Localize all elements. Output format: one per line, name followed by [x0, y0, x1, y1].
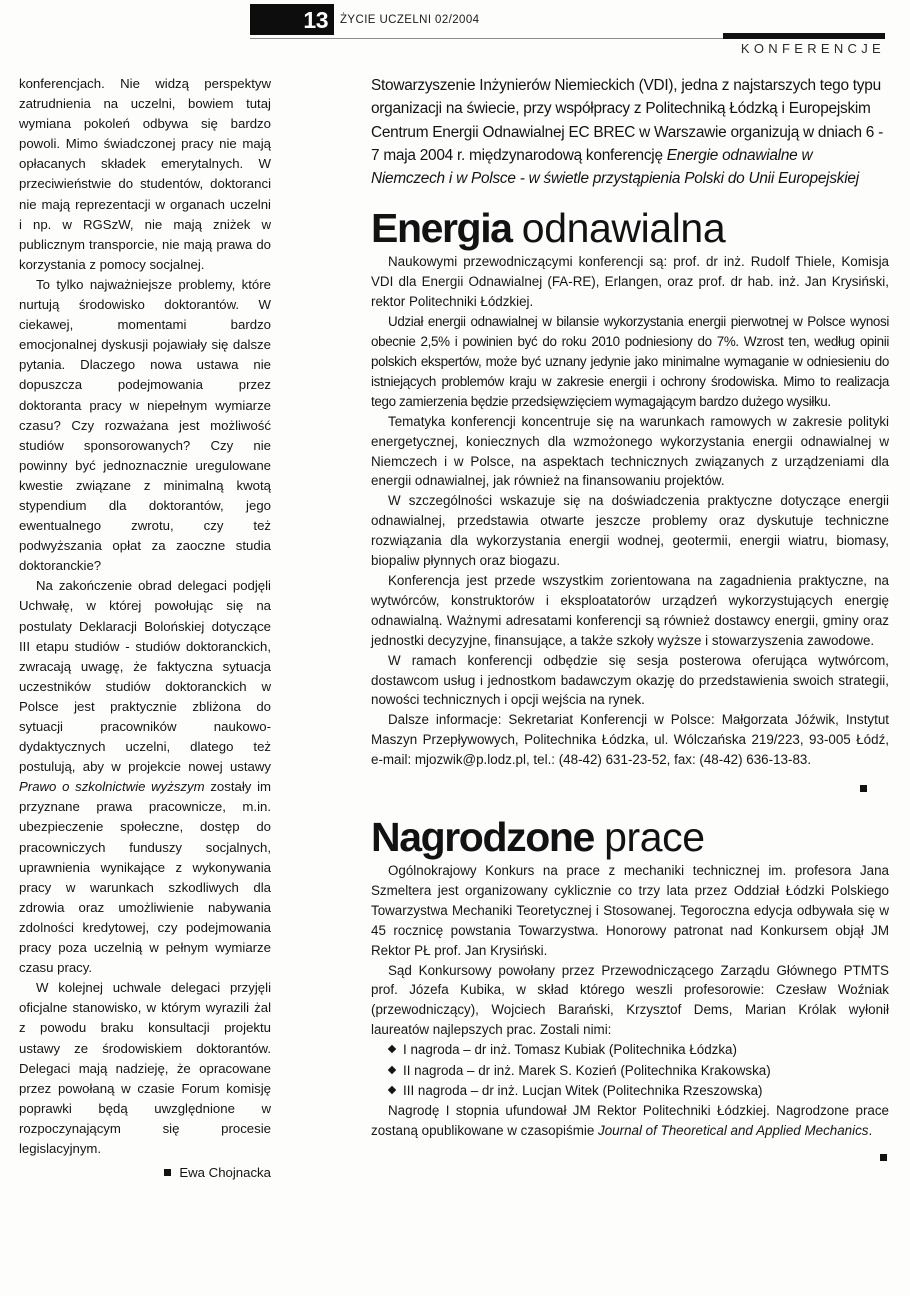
masthead-rule-thin [250, 38, 724, 39]
paragraph-part: zostały im przyznane prawa pracownicze, m.in. ubezpieczenie społeczne, dostęp do pracowniczych funduszy socjalnych, uprawnienia wynikające z wykonywania pracy w warunkach szkodliwych dla zdrowia oraz umożliwienie nabywania zdolności kredytowej, czy podejmowania pracy poza uczelnią w pełnym wymiarze czasu pracy. [19, 779, 271, 976]
paragraph: Dalsze informacje: Sekretariat Konferencji w Polsce: Małgorzata Jóźwik, Instytut Maszyn Przepływowych, Politechnika Łódzka, ul. Wólczańska 219/223, 93-005 Łódź, e-mail: mjozwik@p.lodz.pl, tel.: (48-42) 631-23-52, fax: (48-42) 636-13-83. [371, 712, 889, 768]
paragraph: Udział energii odnawialnej w bilansie wykorzystania energii pierwotnej w Polsce wynosi obecnie 2,5% i powinien być do roku 2010 podniesiony do 7%. Wzrost ten, według opinii polskich ekspertów, może być uznany jedynie jako minimalne wymaganie w odniesieniu do istniejących problemów kraju w zakresie energii i ochrony środowiska. Mimo to realizacja tego zamierzenia będzie przedsięwzięciem wymagającym bardzo dużego wysiłku. [371, 314, 889, 409]
paragraph-part: Nagrodę I stopnia ufundował JM Rektor Politechniki Łódzkiej. Nagrodzone prace zostaną opublikowane w czasopiśmie [371, 1103, 889, 1139]
article-body-energia [371, 252, 889, 770]
left-text-column [19, 74, 271, 1183]
paragraph: Tematyka konferencji koncentruje się na warunkach ramowych w zakresie polityki energetycznej, koniecznych dla wzmożonego wykorzystania energii odnawialnej w Niemczech i w Polsce, na aspektach technicznych związanych z urządzeniami dla energii odnawialnej, jak również na finansowaniu projektów. [371, 413, 889, 489]
headline-light-part: odnawialna [521, 205, 726, 252]
article-energia-odnawialna [371, 74, 889, 797]
publication-title [340, 11, 479, 27]
publication-title-text: ŻYCIE UCZELNI 02/2004 [340, 14, 480, 26]
award-text: II nagroda – dr inż. Marek S. Kozień (Politechnika Krakowska) [403, 1062, 771, 1078]
article-body-nagrodzone [371, 861, 889, 1040]
headline-light-part: prace [604, 814, 705, 861]
article-headline-energia [371, 204, 889, 252]
awards-list [371, 1040, 889, 1101]
masthead-rule-thick [723, 33, 885, 39]
square-bullet-icon [164, 1169, 171, 1176]
diamond-bullet-icon [388, 1065, 396, 1073]
article-endmark [371, 1148, 889, 1166]
article-lead [371, 74, 887, 190]
paragraph: Naukowymi przewodniczącymi konferencji są: prof. dr inż. Rudolf Thiele, Komisja VDI dla Energii Odnawialnej (FA-RE), Erlangen, oraz prof. dr hab. inż. Jan Krysiński, rektor Politechniki Łódzkiej. [371, 254, 889, 310]
diamond-bullet-icon [388, 1045, 396, 1053]
headline-bold-part: Nagrodzone [371, 814, 594, 861]
paragraph: konferencjach. Nie widzą perspektyw zatrudnienia na uczelni, bowiem tutaj wymiana pokoleń odbywa się bardzo powoli. Mimo świadczonej pracy nie mają opłacanych składek emerytalnych. W przeciwieństwie do studentów, doktoranci nie mają reprezentacji w organach uczelni i np. w RGSzW, nie mają zniżek w publicznym transporcie, nie mają prawa do korzystania z pomocy socjalnej. [19, 76, 271, 272]
paragraph: To tylko najważniejsze problemy, które nurtują środowisko doktorantów. W ciekawej, momentami bardzo emocjonalnej dyskusji pojawiały się dalsze pytania. Dlaczego nowa ustawa nie dopuszcza podejmowania przez doktoranta pracy w niepełnym wymiarze czasu? Czy rozważana jest możliwość studiów sponsorowanych? Czy nie powinny być jednoznacznie uregulowane kwestie związane z minimalną kwotą stypendium dla doktorantów, jego ewentualnego zwrotu, czy też podwyższania opłat za zaoczne studia doktoranckie? [19, 276, 271, 574]
article-endmark [371, 779, 889, 797]
article-headline-nagrodzone [371, 813, 889, 861]
author-byline [19, 1163, 271, 1183]
list-item [403, 1061, 889, 1081]
paragraph: Ogólnokrajowy Konkurs na prace z mechaniki technicznej im. profesora Jana Szmeltera jest organizowany cyklicznie co trzy lata przez Oddział Łódzki Polskiego Towarzystwa Mechaniki Teoretycznej i Stosowanej. Tegoroczna edycja odbywała się w 45 rocznicę powstania Towarzystwa. Honorowy patronat nad Konkursem objął JM Rektor PŁ prof. Jan Krysiński. [371, 863, 889, 958]
paragraph: W szczególności wskazuje się na doświadczenia praktyczne dotyczące energii odnawialnej, przedstawia otwarte jeszcze problemy oraz dyskutuje techniczne rozwiązania dla wykorzystania energii wodnej, geotermii, energii wiatru, biomasy, biopaliw płynnych oraz biogazu. [371, 493, 889, 569]
paragraph-part: Na zakończenie obrad delegaci podjęli Uchwałę, w której powołując się na postulaty Deklaracji Bolońskiej dotyczące III etapu studiów - studiów doktoranckich, zwracają uwagę, że faktyczna sytuacja uczestników studiów doktoranckich w Polsce jest praktycznie zbliżona do sytuacji pracowników naukowo-dydaktycznych uczelni, dlatego też postulują, aby w projekcie nowej ustawy [19, 578, 271, 775]
paragraph-part: . [868, 1123, 873, 1139]
article-closing-nagrodzone [371, 1101, 889, 1141]
square-endmark-icon [880, 1154, 887, 1161]
paragraph: W kolejnej uchwale delegaci przyjęli oficjalne stanowisko, w którym wyrazili żal z powodu braku konsultacji projektu ustawy ze środowiskiem doktorantów. Delegaci mają nadzieję, że opracowane przez powołaną w czasie Forum komisję poprawki będą uwzględnione w rozpoczynającym się procesie legislacyjnym. [19, 980, 271, 1156]
article-nagrodzone-prace [371, 813, 889, 1166]
conference-title-italic: Energie odnawialne w Niemczech i w Polsce - w świetle przystąpienia Polski do Unii Europejskiej [371, 146, 859, 188]
award-text: I nagroda – dr inż. Tomasz Kubiak (Politechnika Łódzka) [403, 1042, 737, 1058]
list-item [403, 1040, 889, 1060]
square-endmark-icon [860, 785, 867, 792]
page-masthead [0, 0, 910, 62]
journal-title-italic: Journal of Theoretical and Applied Mechanics [598, 1123, 869, 1139]
paragraph: Sąd Konkursowy powołany przez Przewodniczącego Zarządu Głównego PTMTS prof. Józefa Kubika, w skład którego weszli profesorowie: Czesław Woźniak (przewodniczący), Wojciech Barański, Krzysztof Dems, Marian Królak wyłonił laureatów najlepszych prac. Zostali nimi: [371, 962, 889, 1038]
author-name: Ewa Chojnacka [179, 1165, 271, 1181]
lead-part: Stowarzyszenie Inżynierów Niemieckich (VDI), jedna z najstarszych tego typu organizacji na świecie, przy współpracy z Politechniką Łódzką i Europejskim Centrum Energii Odnawialnej EC BREC w Warszawie organizują w dniach 6 - 7 maja 2004 r. międzynarodową konferencję [371, 77, 884, 164]
paragraph [371, 1101, 889, 1141]
folio-block [250, 4, 334, 35]
page-number: 13 [303, 7, 328, 33]
paragraph: W ramach konferencji odbędzie się sesja posterowa oferująca wytwórcom, dostawcom usług i jednostkom badawczym okazję do przedstawienia swoich strategii, nowości technicznych i opcji wejścia na rynek. [371, 652, 889, 708]
diamond-bullet-icon [388, 1086, 396, 1094]
list-item [403, 1081, 889, 1101]
section-label: KONFERENCJE [740, 41, 885, 56]
award-text: III nagroda – dr inż. Lucjan Witek (Politechnika Rzeszowska) [403, 1083, 763, 1099]
law-title-italic: Prawo o szkolnictwie wyższym [19, 779, 205, 795]
right-text-column [371, 74, 889, 1166]
headline-bold-part: Energia [371, 205, 512, 252]
paragraph: Konferencja jest przede wszystkim zorientowana na zagadnienia praktyczne, na wytwórców, konstruktorów i eksploatatorów urządzeń wykorzystujących energię odnawialną. Ważnymi adresatami konferencji są również dostawcy energii, gminy oraz jednostki decyzyjne, finansujące, a także szkoły wyższe i stowarzyszenia zawodowe. [371, 572, 889, 648]
paragraph [19, 576, 271, 978]
